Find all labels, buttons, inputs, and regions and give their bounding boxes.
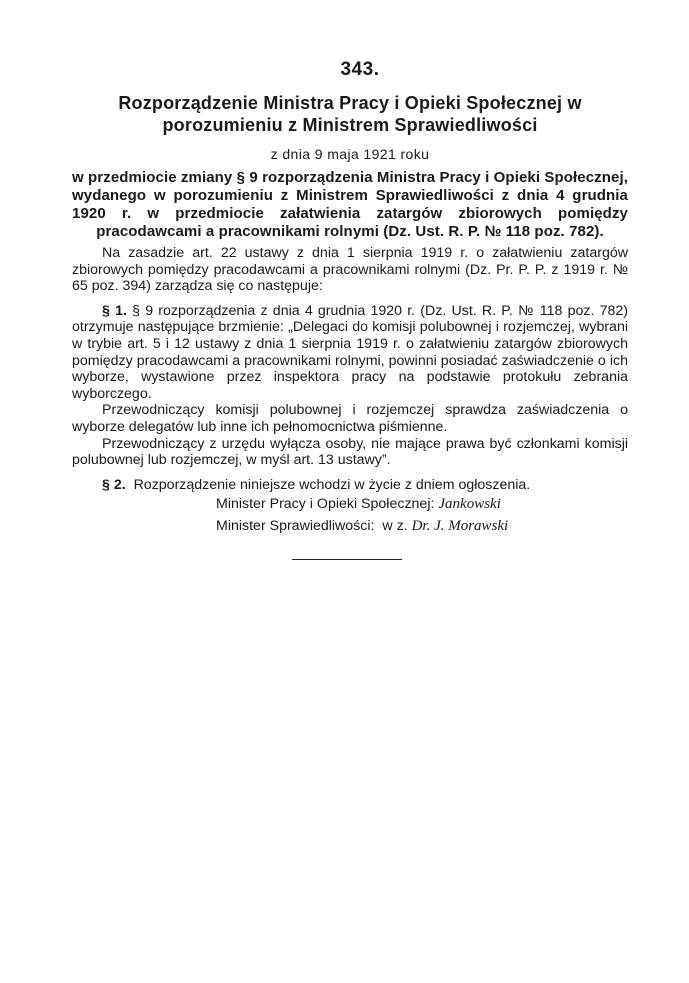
section-1-paragraph-2: Przewodniczący komisji polubownej i rozjemczej sprawdza zaświadczenia o wyborze delegatów lub inne ich pełnomocnictwa piśmienne. [72, 402, 628, 435]
document-subject: w przedmiocie zmiany § 9 rozporządzenia Ministra Pracy i Opieki Społecznej, wydanego w porozumieniu z Ministrem Sprawiedliwości z dnia 4 grudnia 1920 r. w przedmiocie załatwienia zatargów zbiorowych pomiędzy pracodawcami a pracownikami rolnymi (Dz. Ust. R. P. № 118 poz. 782). [72, 169, 629, 240]
signature-2 [72, 517, 628, 535]
section-1 [72, 303, 628, 403]
document-page [72, 58, 628, 560]
section-2-text: Rozporządzenie niniejsze wchodzi w życie z dniem ogłoszenia. [133, 476, 531, 493]
signature-2-name: Dr. J. Morawski [411, 518, 509, 535]
closing-rule [292, 559, 402, 560]
document-number: 343. [340, 59, 380, 80]
section-2 [72, 477, 628, 494]
signature-2-office: Minister Sprawiedliwości: [216, 518, 375, 535]
section-1-paragraph-3: Przewodniczący z urzędu wyłącza osoby, nie mające prawa być członkami komisji polubownej lub rozjemczej, w myśl art. 13 ustawy”. [72, 435, 628, 469]
document-title: Rozporządzenie Ministra Pracy i Opieki Społecznej w porozumieniu z Ministrem Sprawiedliwości [118, 93, 582, 135]
document-date: z dnia 9 maja 1921 roku [270, 146, 430, 162]
section-1-text: § 9 rozporządzenia z dnia 4 grudnia 1920 r. (Dz. Ust. R. P. № 118 poz. 782) otrzymuje następujące brzmienie: „Delegaci do komisji polubownej i rozjemczej, wybrani w trybie art. 5 i 12 ustawy z dnia 1 sierpnia 1919 r. o załatwieniu zatargów zbiorowych pomiędzy pracodawcami a pracownikami rolnymi, powinni posiadać zaświadczenie o ich wyborze, wystawione przez inspektora pracy na podstawie protokułu zebrania wyborczego. [72, 302, 628, 402]
section-2-label: § 2. [102, 476, 126, 493]
signature-1-name: Jankowski [438, 496, 501, 513]
preamble: Na zasadzie art. 22 ustawy z dnia 1 sierpnia 1919 r. o załatwieniu zatargów zbiorowych pomiędzy pracodawcami a pracownikami rolnymi (Dz. Pr. P. P. z 1919 r. № 65 poz. 394) zarządza się co następuje: [72, 245, 628, 295]
signature-1 [72, 495, 628, 513]
signature-2-prefix: w z. [382, 518, 408, 535]
section-1-label: § 1. [102, 302, 127, 319]
signature-1-office: Minister Pracy i Opieki Społecznej: [216, 496, 435, 513]
